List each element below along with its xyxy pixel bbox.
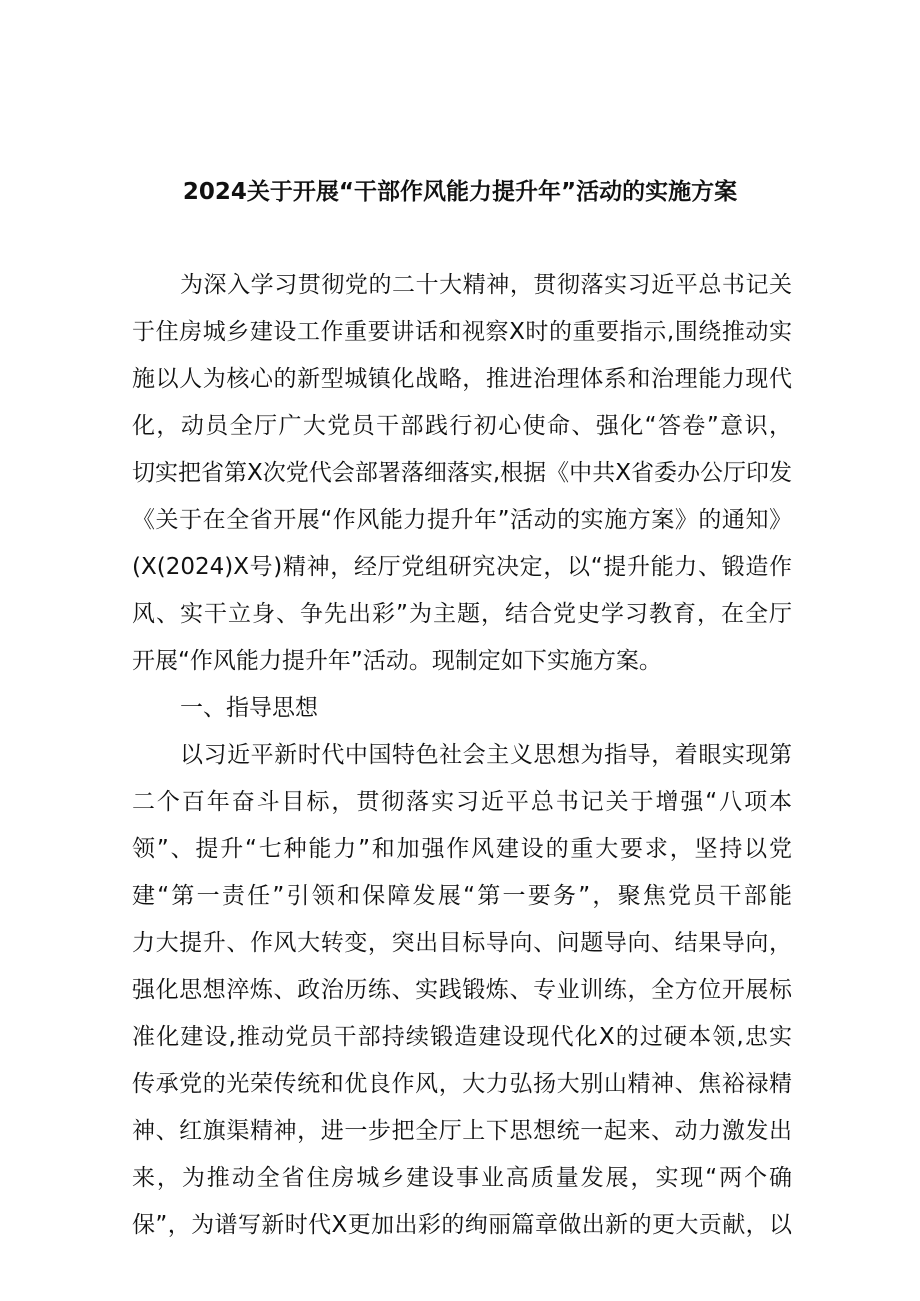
body-line: 准化建设,推动党员干部持续锻造建设现代化X的过硬本领,忠实 xyxy=(132,1024,792,1050)
body-line: 开展“作风能力提升年”活动。现制定如下实施方案。 xyxy=(132,648,662,674)
body-line: 为深入学习贯彻党的二十大精神，贯彻落实习近平总书记关 xyxy=(180,272,792,298)
body-line: 于住房城乡建设工作重要讲话和视察X时的重要指示,围绕推动实 xyxy=(132,319,792,345)
body-line: (X(2024)X号)精神，经厅党组研究决定，以“提升能力、锻造作 xyxy=(132,554,792,580)
body-line: 风、实干立身、争先出彩”为主题，结合党史学习教育，在全厅 xyxy=(132,601,792,627)
body-line: 力大提升、作风大转变，突出目标导向、问题导向、结果导向， xyxy=(132,930,792,956)
body-line: 建“第一责任”引领和保障发展“第一要务”，聚焦党员干部能 xyxy=(132,883,792,909)
body-line: 领”、提升“七种能力”和加强作风建设的重大要求，坚持以党 xyxy=(132,836,792,862)
document-title: 2024关于开展“干部作风能力提升年”活动的实施方案 xyxy=(182,179,738,205)
document-body xyxy=(132,262,792,1249)
body-line: 保”，为谱写新时代X更加出彩的绚丽篇章做出新的更大贡献，以 xyxy=(132,1212,792,1238)
body-line: 神、红旗渠精神，进一步把全厅上下思想统一起来、动力激发出 xyxy=(132,1118,792,1144)
body-line: 二个百年奋斗目标，贯彻落实习近平总书记关于增强“八项本 xyxy=(132,789,792,815)
body-line: 化，动员全厅广大党员干部践行初心使命、强化“答卷”意识， xyxy=(132,413,792,439)
body-line: 强化思想淬炼、政治历练、实践锻炼、专业训练，全方位开展标 xyxy=(132,977,792,1003)
body-line: 一、指导思想 xyxy=(180,695,318,721)
body-line: 切实把省第X次党代会部署落细落实,根据《中共X省委办公厅印发 xyxy=(132,460,792,486)
body-line: 《关于在全省开展“作风能力提升年”活动的实施方案》的通知》 xyxy=(132,507,792,533)
body-line: 传承党的光荣传统和优良作风，大力弘扬大别山精神、焦裕禄精 xyxy=(132,1071,792,1097)
body-line: 施以人为核心的新型城镇化战略，推进治理体系和治理能力现代 xyxy=(132,366,792,392)
body-line: 来，为推动全省住房城乡建设事业高质量发展，实现“两个确 xyxy=(132,1165,792,1191)
body-line: 以习近平新时代中国特色社会主义思想为指导，着眼实现第 xyxy=(180,742,792,768)
